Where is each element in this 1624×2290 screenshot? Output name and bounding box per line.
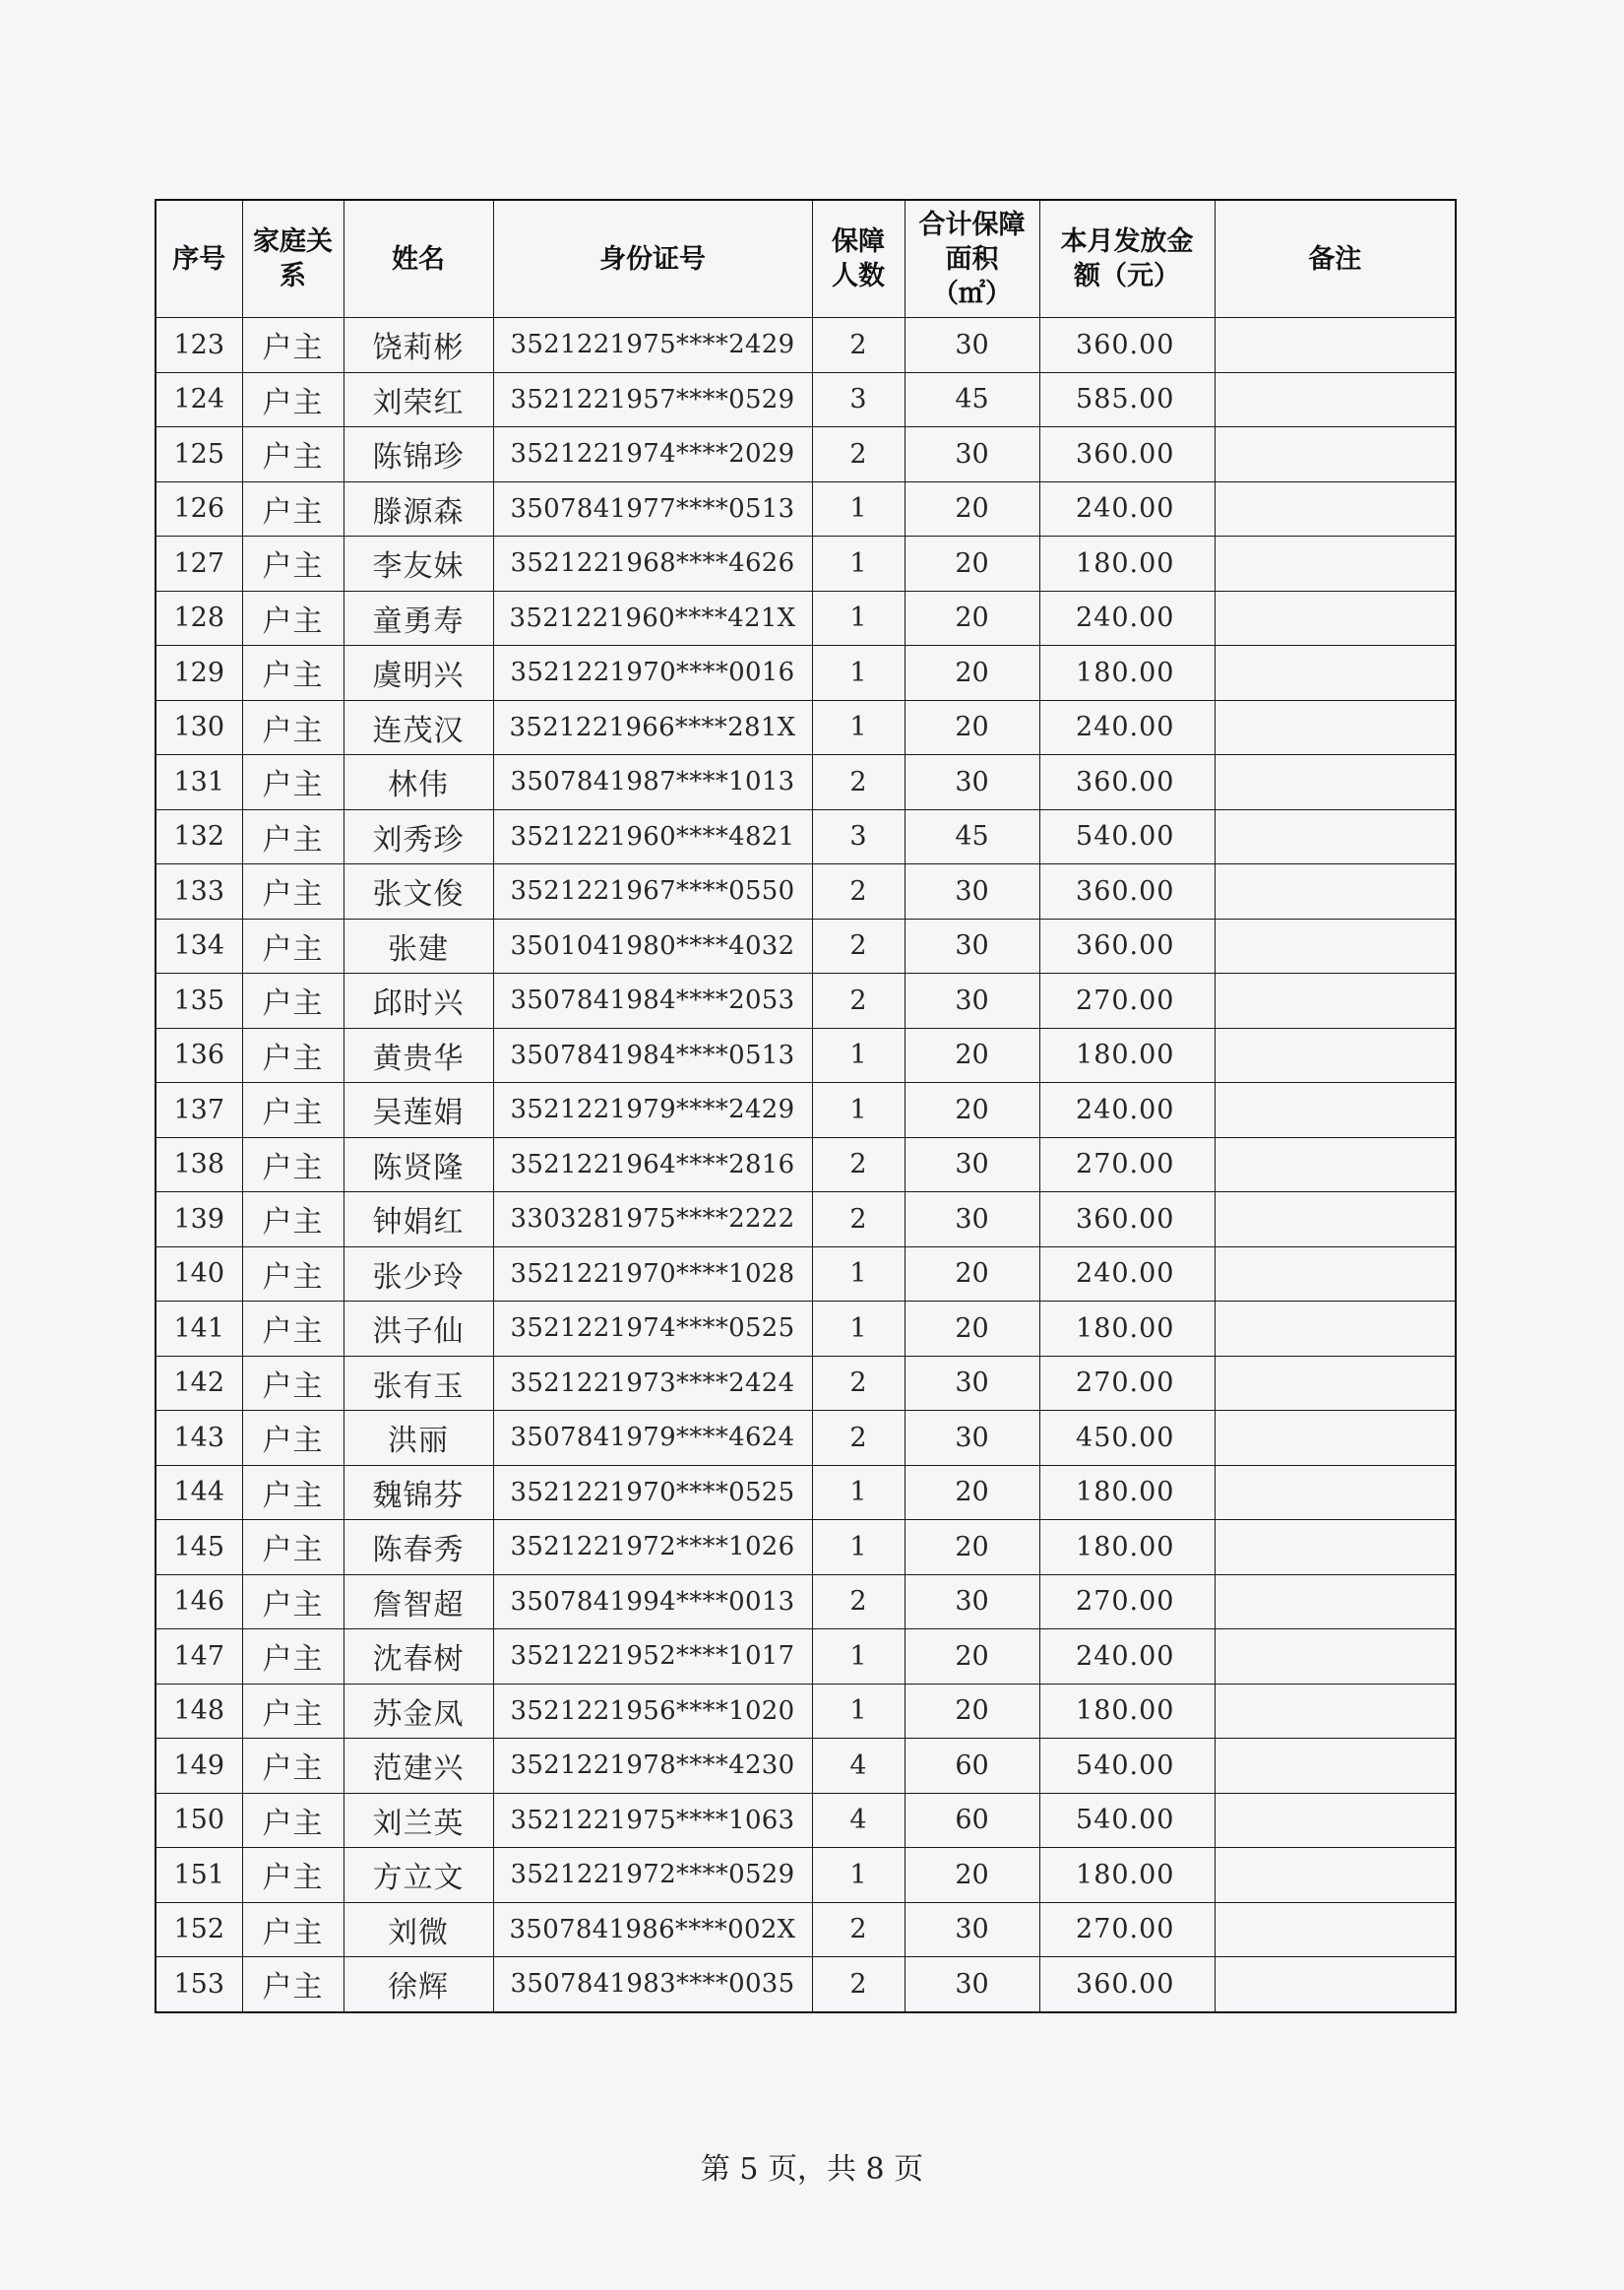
cell-name: 方立文 [344,1848,493,1903]
table-row [156,755,1456,810]
cell-name: 李友妹 [344,537,493,592]
cell-remark [1215,1246,1456,1302]
cell-id-number: 3521221968****4626 [493,537,812,592]
cell-amount: 240.00 [1039,1629,1215,1685]
cell-persons: 1 [812,1028,905,1083]
cell-id-number: 3521221972****1026 [493,1520,812,1575]
cell-remark [1215,1192,1456,1247]
cell-persons: 2 [812,1902,905,1957]
cell-amount: 585.00 [1039,372,1215,427]
table-row [156,1629,1456,1685]
cell-remark [1215,1793,1456,1848]
cell-seq: 134 [156,919,242,974]
cell-area: 30 [905,864,1039,920]
cell-seq: 140 [156,1246,242,1302]
cell-persons: 1 [812,1629,905,1685]
cell-relation: 户主 [242,1957,344,2012]
table-row [156,1684,1456,1739]
cell-seq: 149 [156,1739,242,1794]
cell-id-number: 3521221964****2816 [493,1137,812,1192]
cell-name: 张有玉 [344,1356,493,1411]
header-name: 姓名 [344,200,493,318]
cell-name: 虞明兴 [344,646,493,701]
cell-relation: 户主 [242,1574,344,1629]
cell-seq: 137 [156,1083,242,1138]
cell-remark [1215,1302,1456,1357]
cell-amount: 540.00 [1039,1739,1215,1794]
cell-area: 20 [905,1083,1039,1138]
cell-name: 刘秀珍 [344,809,493,864]
cell-id-number: 3507841986****002X [493,1902,812,1957]
header-seq: 序号 [156,200,242,318]
cell-persons: 1 [812,1520,905,1575]
cell-area: 20 [905,1848,1039,1903]
cell-persons: 1 [812,481,905,537]
cell-relation: 户主 [242,1411,344,1466]
cell-relation: 户主 [242,1028,344,1083]
cell-name: 陈贤隆 [344,1137,493,1192]
cell-amount: 360.00 [1039,1957,1215,2012]
table-row [156,646,1456,701]
cell-amount: 540.00 [1039,809,1215,864]
cell-persons: 1 [812,1302,905,1357]
cell-seq: 135 [156,974,242,1029]
cell-remark [1215,1083,1456,1138]
cell-remark [1215,1574,1456,1629]
cell-seq: 138 [156,1137,242,1192]
cell-id-number: 3521221952****1017 [493,1629,812,1685]
cell-seq: 128 [156,591,242,646]
table-row [156,537,1456,592]
cell-area: 20 [905,700,1039,755]
cell-relation: 户主 [242,700,344,755]
cell-area: 20 [905,1246,1039,1302]
cell-relation: 户主 [242,1192,344,1247]
cell-persons: 2 [812,318,905,373]
table-row [156,809,1456,864]
cell-persons: 2 [812,1137,905,1192]
cell-name: 张建 [344,919,493,974]
cell-amount: 180.00 [1039,537,1215,592]
cell-remark [1215,1739,1456,1794]
cell-remark [1215,755,1456,810]
cell-area: 20 [905,646,1039,701]
cell-id-number: 3507841977****0513 [493,481,812,537]
cell-name: 陈锦珍 [344,427,493,482]
cell-amount: 240.00 [1039,700,1215,755]
cell-id-number: 3521221970****1028 [493,1246,812,1302]
cell-seq: 127 [156,537,242,592]
table-row [156,481,1456,537]
cell-seq: 148 [156,1684,242,1739]
cell-persons: 1 [812,1848,905,1903]
cell-amount: 270.00 [1039,974,1215,1029]
table-row [156,1520,1456,1575]
cell-amount: 180.00 [1039,1848,1215,1903]
cell-id-number: 3521221960****421X [493,591,812,646]
cell-id-number: 3521221957****0529 [493,372,812,427]
cell-seq: 147 [156,1629,242,1685]
cell-seq: 141 [156,1302,242,1357]
table-row [156,427,1456,482]
cell-amount: 270.00 [1039,1356,1215,1411]
header-row [156,200,1456,318]
cell-area: 30 [905,755,1039,810]
cell-area: 30 [905,318,1039,373]
table-row [156,700,1456,755]
cell-amount: 360.00 [1039,318,1215,373]
table-row [156,1028,1456,1083]
cell-amount: 360.00 [1039,864,1215,920]
cell-relation: 户主 [242,864,344,920]
cell-amount: 180.00 [1039,1028,1215,1083]
cell-relation: 户主 [242,372,344,427]
cell-relation: 户主 [242,809,344,864]
table-row [156,318,1456,373]
cell-name: 黄贵华 [344,1028,493,1083]
cell-name: 滕源森 [344,481,493,537]
table-row [156,1192,1456,1247]
cell-relation: 户主 [242,318,344,373]
cell-relation: 户主 [242,537,344,592]
table-row [156,1574,1456,1629]
cell-relation: 户主 [242,646,344,701]
cell-relation: 户主 [242,1684,344,1739]
header-relation: 家庭关系 [242,200,344,318]
cell-name: 刘兰英 [344,1793,493,1848]
table-row [156,1083,1456,1138]
cell-area: 30 [905,974,1039,1029]
cell-amount: 450.00 [1039,1411,1215,1466]
cell-name: 徐辉 [344,1957,493,2012]
cell-name: 饶莉彬 [344,318,493,373]
table-header [156,200,1456,318]
table-row [156,1739,1456,1794]
cell-seq: 153 [156,1957,242,2012]
cell-area: 20 [905,1028,1039,1083]
cell-id-number: 3507841983****0035 [493,1957,812,2012]
cell-remark [1215,646,1456,701]
cell-name: 范建兴 [344,1739,493,1794]
cell-persons: 2 [812,755,905,810]
cell-relation: 户主 [242,1137,344,1192]
subsidy-table [155,199,1457,2013]
cell-name: 童勇寿 [344,591,493,646]
table-row [156,1356,1456,1411]
cell-name: 吴莲娟 [344,1083,493,1138]
cell-amount: 240.00 [1039,1083,1215,1138]
cell-relation: 户主 [242,1629,344,1685]
cell-name: 陈春秀 [344,1520,493,1575]
cell-id-number: 3507841979****4624 [493,1411,812,1466]
cell-id-number: 3521221960****4821 [493,809,812,864]
cell-remark [1215,700,1456,755]
cell-relation: 户主 [242,1302,344,1357]
cell-remark [1215,1137,1456,1192]
cell-relation: 户主 [242,481,344,537]
table-row [156,1848,1456,1903]
cell-amount: 270.00 [1039,1137,1215,1192]
cell-persons: 1 [812,646,905,701]
header-area: 合计保障面积（㎡） [905,200,1039,318]
cell-seq: 132 [156,809,242,864]
table-row [156,1957,1456,2012]
cell-persons: 1 [812,537,905,592]
table-row [156,919,1456,974]
cell-remark [1215,809,1456,864]
cell-relation: 户主 [242,1465,344,1520]
table-row [156,1793,1456,1848]
cell-relation: 户主 [242,1793,344,1848]
cell-relation: 户主 [242,591,344,646]
cell-area: 45 [905,372,1039,427]
cell-seq: 124 [156,372,242,427]
cell-persons: 4 [812,1739,905,1794]
cell-id-number: 3507841994****0013 [493,1574,812,1629]
cell-area: 20 [905,591,1039,646]
cell-seq: 130 [156,700,242,755]
cell-area: 45 [905,809,1039,864]
cell-id-number: 3521221974****2029 [493,427,812,482]
cell-seq: 146 [156,1574,242,1629]
cell-seq: 152 [156,1902,242,1957]
header-remark: 备注 [1215,200,1456,318]
cell-remark [1215,372,1456,427]
cell-area: 30 [905,1574,1039,1629]
cell-relation: 户主 [242,1356,344,1411]
cell-id-number: 3521221956****1020 [493,1684,812,1739]
cell-remark [1215,591,1456,646]
cell-relation: 户主 [242,1739,344,1794]
cell-relation: 户主 [242,1520,344,1575]
cell-persons: 1 [812,591,905,646]
cell-relation: 户主 [242,755,344,810]
header-persons: 保障人数 [812,200,905,318]
cell-persons: 1 [812,1465,905,1520]
cell-area: 60 [905,1739,1039,1794]
cell-relation: 户主 [242,1083,344,1138]
cell-persons: 2 [812,1411,905,1466]
cell-relation: 户主 [242,1902,344,1957]
cell-id-number: 3303281975****2222 [493,1192,812,1247]
cell-name: 刘微 [344,1902,493,1957]
cell-persons: 1 [812,700,905,755]
cell-seq: 144 [156,1465,242,1520]
cell-persons: 1 [812,1684,905,1739]
cell-remark [1215,1957,1456,2012]
cell-id-number: 3521221975****1063 [493,1793,812,1848]
cell-persons: 3 [812,372,905,427]
cell-name: 林伟 [344,755,493,810]
cell-name: 邱时兴 [344,974,493,1029]
cell-amount: 240.00 [1039,1246,1215,1302]
cell-area: 20 [905,481,1039,537]
cell-area: 30 [905,1137,1039,1192]
cell-persons: 2 [812,427,905,482]
cell-name: 张少玲 [344,1246,493,1302]
cell-persons: 2 [812,1574,905,1629]
cell-amount: 360.00 [1039,755,1215,810]
cell-name: 张文俊 [344,864,493,920]
cell-amount: 270.00 [1039,1902,1215,1957]
cell-area: 30 [905,1902,1039,1957]
cell-seq: 142 [156,1356,242,1411]
cell-seq: 136 [156,1028,242,1083]
cell-seq: 139 [156,1192,242,1247]
cell-id-number: 3501041980****4032 [493,919,812,974]
cell-amount: 180.00 [1039,1302,1215,1357]
cell-remark [1215,1684,1456,1739]
cell-name: 刘荣红 [344,372,493,427]
cell-remark [1215,1629,1456,1685]
cell-seq: 129 [156,646,242,701]
cell-remark [1215,1411,1456,1466]
table-row [156,1902,1456,1957]
table-row [156,1137,1456,1192]
cell-id-number: 3521221975****2429 [493,318,812,373]
cell-remark [1215,1465,1456,1520]
cell-name: 魏锦芬 [344,1465,493,1520]
cell-relation: 户主 [242,974,344,1029]
cell-id-number: 3521221970****0525 [493,1465,812,1520]
cell-area: 20 [905,1520,1039,1575]
cell-area: 30 [905,1356,1039,1411]
cell-persons: 2 [812,1356,905,1411]
cell-id-number: 3521221966****281X [493,700,812,755]
cell-relation: 户主 [242,427,344,482]
cell-id-number: 3521221979****2429 [493,1083,812,1138]
cell-area: 20 [905,1684,1039,1739]
cell-name: 洪子仙 [344,1302,493,1357]
cell-name: 沈春树 [344,1629,493,1685]
page-number: 第 5 页，共 8 页 [700,2152,924,2187]
cell-name: 洪丽 [344,1411,493,1466]
cell-name: 连茂汉 [344,700,493,755]
cell-remark [1215,427,1456,482]
cell-amount: 240.00 [1039,481,1215,537]
table-row [156,974,1456,1029]
cell-amount: 270.00 [1039,1574,1215,1629]
cell-relation: 户主 [242,1848,344,1903]
cell-amount: 540.00 [1039,1793,1215,1848]
cell-seq: 143 [156,1411,242,1466]
cell-amount: 360.00 [1039,427,1215,482]
cell-area: 30 [905,1411,1039,1466]
cell-persons: 2 [812,864,905,920]
cell-remark [1215,1356,1456,1411]
cell-area: 20 [905,537,1039,592]
cell-seq: 123 [156,318,242,373]
cell-remark [1215,974,1456,1029]
cell-relation: 户主 [242,919,344,974]
table-body [156,318,1456,2012]
cell-id-number: 3521221973****2424 [493,1356,812,1411]
cell-relation: 户主 [242,1246,344,1302]
cell-amount: 180.00 [1039,646,1215,701]
cell-seq: 125 [156,427,242,482]
table-row [156,1246,1456,1302]
cell-id-number: 3521221967****0550 [493,864,812,920]
cell-persons: 1 [812,1246,905,1302]
cell-remark [1215,919,1456,974]
cell-amount: 180.00 [1039,1465,1215,1520]
table-row [156,1411,1456,1466]
cell-amount: 180.00 [1039,1520,1215,1575]
table-row [156,864,1456,920]
cell-persons: 2 [812,1957,905,2012]
cell-persons: 4 [812,1793,905,1848]
cell-persons: 2 [812,919,905,974]
cell-name: 苏金凤 [344,1684,493,1739]
cell-area: 30 [905,427,1039,482]
cell-remark [1215,864,1456,920]
cell-remark [1215,1520,1456,1575]
cell-remark [1215,1848,1456,1903]
cell-id-number: 3521221978****4230 [493,1739,812,1794]
cell-seq: 133 [156,864,242,920]
table-row [156,1302,1456,1357]
cell-remark [1215,318,1456,373]
cell-remark [1215,537,1456,592]
cell-seq: 150 [156,1793,242,1848]
cell-seq: 131 [156,755,242,810]
cell-amount: 180.00 [1039,1684,1215,1739]
cell-name: 詹智超 [344,1574,493,1629]
cell-amount: 360.00 [1039,919,1215,974]
table-row [156,372,1456,427]
cell-persons: 3 [812,809,905,864]
cell-area: 20 [905,1629,1039,1685]
cell-id-number: 3507841984****2053 [493,974,812,1029]
cell-id-number: 3507841987****1013 [493,755,812,810]
cell-remark [1215,1028,1456,1083]
cell-seq: 151 [156,1848,242,1903]
cell-persons: 1 [812,1083,905,1138]
cell-area: 30 [905,1957,1039,2012]
cell-amount: 360.00 [1039,1192,1215,1247]
cell-seq: 145 [156,1520,242,1575]
cell-remark [1215,481,1456,537]
cell-amount: 240.00 [1039,591,1215,646]
cell-id-number: 3521221974****0525 [493,1302,812,1357]
table-row [156,1465,1456,1520]
cell-area: 20 [905,1465,1039,1520]
header-amount: 本月发放金额（元） [1039,200,1215,318]
header-id-number: 身份证号 [493,200,812,318]
cell-id-number: 3507841984****0513 [493,1028,812,1083]
cell-area: 20 [905,1302,1039,1357]
cell-id-number: 3521221970****0016 [493,646,812,701]
cell-id-number: 3521221972****0529 [493,1848,812,1903]
cell-area: 30 [905,919,1039,974]
cell-name: 钟娟红 [344,1192,493,1247]
cell-area: 60 [905,1793,1039,1848]
cell-area: 30 [905,1192,1039,1247]
cell-seq: 126 [156,481,242,537]
table-row [156,591,1456,646]
cell-persons: 2 [812,974,905,1029]
cell-remark [1215,1902,1456,1957]
cell-persons: 2 [812,1192,905,1247]
